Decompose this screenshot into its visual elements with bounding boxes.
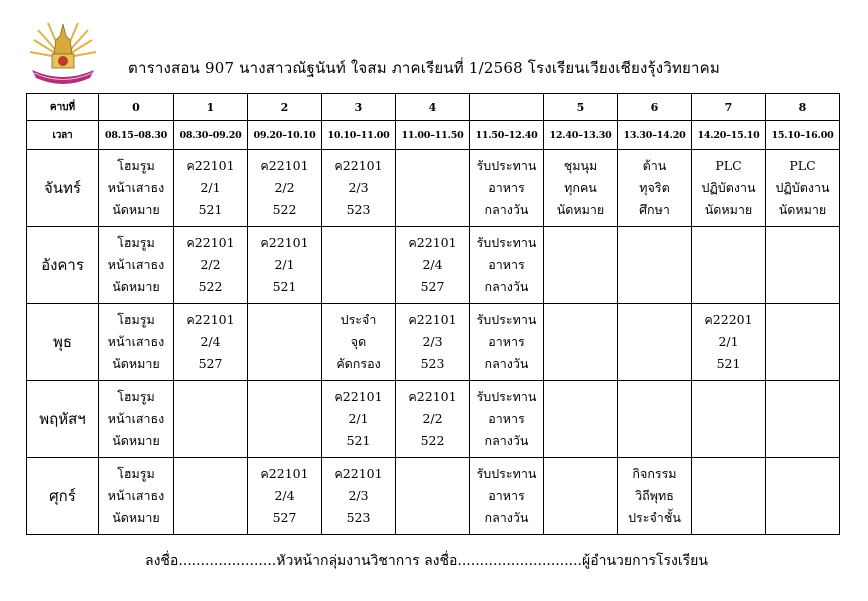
schedule-cell-line: 2/3 — [348, 180, 369, 195]
period-number: 8 — [766, 94, 840, 121]
period-time: 08.30–09.20 — [174, 121, 248, 150]
schedule-cell — [99, 381, 174, 458]
schedule-cell-line: 522 — [272, 202, 297, 217]
schedule-cell — [174, 227, 248, 304]
schedule-cell-content — [396, 386, 469, 452]
period-number: 2 — [248, 94, 322, 121]
schedule-cell-line: โฮมรูม — [117, 466, 155, 481]
schedule-cell-content — [99, 232, 173, 298]
schedule-cell-content — [248, 232, 321, 298]
schedule-cell-line: ต้าน — [642, 158, 667, 173]
schedule-cell-line: ศึกษา — [639, 202, 670, 217]
schedule-cell — [470, 304, 544, 381]
schedule-cell-line: อาหาร — [488, 411, 525, 426]
period-time: 11.00–11.50 — [396, 121, 470, 150]
schedule-cell-line: 2/2 — [422, 411, 443, 426]
schedule-cell — [470, 381, 544, 458]
schedule-cell-line: ค22101 — [334, 158, 383, 173]
schedule-cell-line: นัดหมาย — [112, 510, 160, 525]
schedule-cell — [174, 304, 248, 381]
schedule-cell — [470, 458, 544, 535]
schedule-cell-line: 521 — [716, 356, 741, 371]
schedule-cell-line: โฮมรูม — [117, 158, 155, 173]
schedule-cell — [692, 227, 766, 304]
day-name: ศุกร์ — [27, 458, 99, 535]
schedule-cell — [396, 150, 470, 227]
schedule-cell-line: กลางวัน — [484, 279, 529, 294]
schedule-cell-content — [99, 386, 173, 452]
schedule-cell-line: กลางวัน — [484, 510, 529, 525]
schedule-cell-line: ค22101 — [186, 235, 235, 250]
schedule-cell — [322, 304, 396, 381]
period-number: 0 — [99, 94, 174, 121]
time-header-row — [27, 121, 840, 150]
schedule-cell — [248, 150, 322, 227]
schedule-cell-content — [692, 155, 765, 221]
schedule-cell — [618, 227, 692, 304]
schedule-cell-line: 521 — [346, 433, 371, 448]
period-time: 10.10–11.00 — [322, 121, 396, 150]
schedule-cell-line: จุด — [350, 334, 367, 349]
schedule-cell-line: ค22101 — [334, 466, 383, 481]
schedule-cell — [174, 150, 248, 227]
schedule-cell-line: 523 — [420, 356, 445, 371]
schedule-cell — [766, 304, 840, 381]
day-name: อังคาร — [27, 227, 99, 304]
schedule-cell-line: 523 — [346, 202, 371, 217]
schedule-cell — [692, 150, 766, 227]
day-row — [27, 227, 840, 304]
schedule-cell-line: อาหาร — [488, 488, 525, 503]
schedule-cell-content — [544, 155, 617, 221]
schedule-cell-line: ชุมนุม — [563, 158, 598, 173]
schedule-cell — [766, 458, 840, 535]
day-name: จันทร์ — [27, 150, 99, 227]
period-label: คาบที่ — [27, 94, 99, 121]
schedule-cell-line: รับประทาน — [476, 158, 537, 173]
schedule-cell — [322, 150, 396, 227]
timetable — [26, 93, 840, 535]
schedule-cell-line: 521 — [272, 279, 297, 294]
schedule-cell — [692, 304, 766, 381]
schedule-cell-line: ค22101 — [186, 312, 235, 327]
schedule-cell — [470, 150, 544, 227]
day-row — [27, 304, 840, 381]
schedule-cell-line: ค22101 — [334, 389, 383, 404]
schedule-cell-content — [248, 463, 321, 529]
period-time: 14.20–15.10 — [692, 121, 766, 150]
schedule-cell-line: รับประทาน — [476, 312, 537, 327]
schedule-cell — [396, 381, 470, 458]
time-label: เวลา — [27, 121, 99, 150]
schedule-cell-line: รับประทาน — [476, 389, 537, 404]
schedule-cell-line: นัดหมาย — [112, 433, 160, 448]
schedule-cell — [174, 458, 248, 535]
schedule-cell-content — [99, 309, 173, 375]
period-time: 11.50–12.40 — [470, 121, 544, 150]
schedule-cell-line: 527 — [272, 510, 297, 525]
schedule-cell-line: หน้าเสาธง — [107, 488, 165, 503]
schedule-cell-line: ค22201 — [704, 312, 753, 327]
schedule-cell-line: หน้าเสาธง — [107, 334, 165, 349]
period-number — [470, 94, 544, 121]
schedule-cell — [248, 458, 322, 535]
schedule-cell — [174, 381, 248, 458]
schedule-cell-line: อาหาร — [488, 180, 525, 195]
schedule-cell-line: นัดหมาย — [556, 202, 605, 217]
schedule-cell — [396, 304, 470, 381]
schedule-cell — [322, 227, 396, 304]
schedule-cell-line: โฮมรูม — [117, 389, 155, 404]
schedule-cell-content — [470, 232, 543, 298]
day-row — [27, 381, 840, 458]
schedule-cell-line: กลางวัน — [484, 356, 529, 371]
day-row — [27, 150, 840, 227]
schedule-cell — [99, 304, 174, 381]
day-name: พุธ — [27, 304, 99, 381]
schedule-cell-line: 2/1 — [718, 334, 739, 349]
schedule-cell-line: 527 — [420, 279, 445, 294]
schedule-cell — [766, 227, 840, 304]
period-number: 3 — [322, 94, 396, 121]
schedule-cell-content — [174, 309, 247, 375]
period-time: 08.15–08.30 — [99, 121, 174, 150]
schedule-cell-content — [470, 386, 543, 452]
schedule-cell-content — [322, 463, 395, 529]
period-time: 13.30–14.20 — [618, 121, 692, 150]
schedule-cell — [470, 227, 544, 304]
signature-line: ลงชื่อ......................หัวหน้ากลุ่มงานวิชาการ ลงชื่อ............................ผู้อำนวยการโรงเรียน — [145, 553, 708, 569]
schedule-cell — [544, 227, 618, 304]
schedule-cell-line: นัดหมาย — [112, 202, 160, 217]
period-number: 1 — [174, 94, 248, 121]
schedule-cell — [544, 150, 618, 227]
schedule-cell-line: นัดหมาย — [112, 279, 160, 294]
schedule-cell-content — [99, 463, 173, 529]
schedule-cell — [618, 150, 692, 227]
day-row — [27, 458, 840, 535]
schedule-cell-line: 2/4 — [200, 334, 221, 349]
schedule-cell — [544, 381, 618, 458]
period-time: 09.20–10.10 — [248, 121, 322, 150]
schedule-cell-line: PLC — [789, 158, 816, 173]
schedule-cell-content — [470, 309, 543, 375]
schedule-cell-line: ทุจริต — [639, 180, 670, 195]
schedule-cell-line: 2/1 — [274, 257, 295, 272]
schedule-cell — [692, 458, 766, 535]
schedule-cell-content — [396, 309, 469, 375]
period-time: 15.10–16.00 — [766, 121, 840, 150]
page-title: ตารางสอน 907 นางสาวณัฐนันท์ ใจสม ภาคเรียนที่ 1/2568 โรงเรียนเวียงเชียงรุ้งวิทยาคม — [128, 59, 720, 77]
schedule-cell-line: 2/4 — [422, 257, 443, 272]
schedule-cell — [692, 381, 766, 458]
schedule-cell-line: 2/3 — [348, 488, 369, 503]
schedule-cell — [618, 304, 692, 381]
schedule-cell-line: นัดหมาย — [704, 202, 753, 217]
schedule-cell-content — [618, 463, 691, 529]
schedule-cell-line: ประจำชั้น — [628, 510, 681, 525]
schedule-cell-line: อาหาร — [488, 334, 525, 349]
period-header-row — [27, 94, 840, 121]
schedule-cell-line: ค22101 — [408, 235, 457, 250]
schedule-cell — [618, 381, 692, 458]
schedule-cell-line: หน้าเสาธง — [107, 257, 165, 272]
schedule-cell-line: 527 — [198, 356, 223, 371]
period-number: 7 — [692, 94, 766, 121]
schedule-cell-line: PLC — [715, 158, 742, 173]
schedule-cell-line: วิถีพุทธ — [635, 488, 674, 503]
schedule-cell-line: ค22101 — [260, 466, 309, 481]
schedule-cell-line: รับประทาน — [476, 466, 537, 481]
schedule-cell-content — [174, 155, 247, 221]
schedule-cell-line: 2/3 — [422, 334, 443, 349]
schedule-cell-line: กลางวัน — [484, 202, 529, 217]
schedule-cell-line: อาหาร — [488, 257, 525, 272]
schedule-cell — [396, 458, 470, 535]
schedule-cell — [544, 458, 618, 535]
schedule-cell-content — [766, 155, 839, 221]
schedule-cell-line: ค22101 — [408, 389, 457, 404]
schedule-cell-line: ประจำ — [340, 312, 377, 327]
schedule-cell-line: โฮมรูม — [117, 312, 155, 327]
schedule-cell-line: ปฏิบัตงาน — [701, 180, 756, 195]
schedule-cell-line: 521 — [198, 202, 223, 217]
schedule-cell-content — [322, 309, 395, 375]
schedule-cell-content — [618, 155, 691, 221]
day-name: พฤหัสฯ — [27, 381, 99, 458]
period-time: 12.40–13.30 — [544, 121, 618, 150]
period-number: 6 — [618, 94, 692, 121]
schedule-cell-line: 2/2 — [200, 257, 221, 272]
schedule-cell-content — [470, 463, 543, 529]
schedule-cell-line: 522 — [420, 433, 445, 448]
schedule-cell-line: 523 — [346, 510, 371, 525]
schedule-cell-line: โฮมรูม — [117, 235, 155, 250]
period-number: 5 — [544, 94, 618, 121]
schedule-cell-line: 2/1 — [348, 411, 369, 426]
schedule-cell-line: กลางวัน — [484, 433, 529, 448]
schedule-cell — [248, 227, 322, 304]
schedule-cell-line: รับประทาน — [476, 235, 537, 250]
schedule-cell-line: ค22101 — [260, 235, 309, 250]
schedule-cell-content — [396, 232, 469, 298]
schedule-cell-line: นัดหมาย — [778, 202, 827, 217]
schedule-cell — [99, 458, 174, 535]
schedule-cell-content — [99, 155, 173, 221]
schedule-cell-line: นัดหมาย — [112, 356, 160, 371]
schedule-cell-line: กิจกรรม — [632, 466, 677, 481]
period-number: 4 — [396, 94, 470, 121]
schedule-cell — [396, 227, 470, 304]
schedule-cell-line: หน้าเสาธง — [107, 411, 165, 426]
schedule-cell-line: ค22101 — [408, 312, 457, 327]
schedule-cell — [248, 304, 322, 381]
schedule-cell — [322, 381, 396, 458]
schedule-cell-line: ค22101 — [260, 158, 309, 173]
schedule-cell-content — [248, 155, 321, 221]
schedule-cell-content — [322, 155, 395, 221]
schedule-cell-content — [322, 386, 395, 452]
schedule-cell-line: 2/4 — [274, 488, 295, 503]
school-seal-icon — [26, 18, 100, 88]
schedule-cell-line: ค22101 — [186, 158, 235, 173]
schedule-cell — [248, 381, 322, 458]
schedule-cell — [618, 458, 692, 535]
schedule-cell — [322, 458, 396, 535]
schedule-cell-line: 2/2 — [274, 180, 295, 195]
schedule-cell-line: 522 — [198, 279, 223, 294]
schedule-cell — [766, 381, 840, 458]
schedule-cell-content — [174, 232, 247, 298]
schedule-cell-line: หน้าเสาธง — [107, 180, 165, 195]
schedule-cell-line: 2/1 — [200, 180, 221, 195]
schedule-cell — [99, 227, 174, 304]
schedule-cell — [766, 150, 840, 227]
schedule-cell-content — [692, 309, 765, 375]
schedule-cell-line: ปฏิบัตงาน — [775, 180, 830, 195]
schedule-cell — [544, 304, 618, 381]
schedule-cell-content — [470, 155, 543, 221]
schedule-cell — [99, 150, 174, 227]
schedule-cell-line: คัดกรอง — [336, 356, 381, 371]
schedule-cell-line: ทุกคน — [564, 180, 597, 195]
